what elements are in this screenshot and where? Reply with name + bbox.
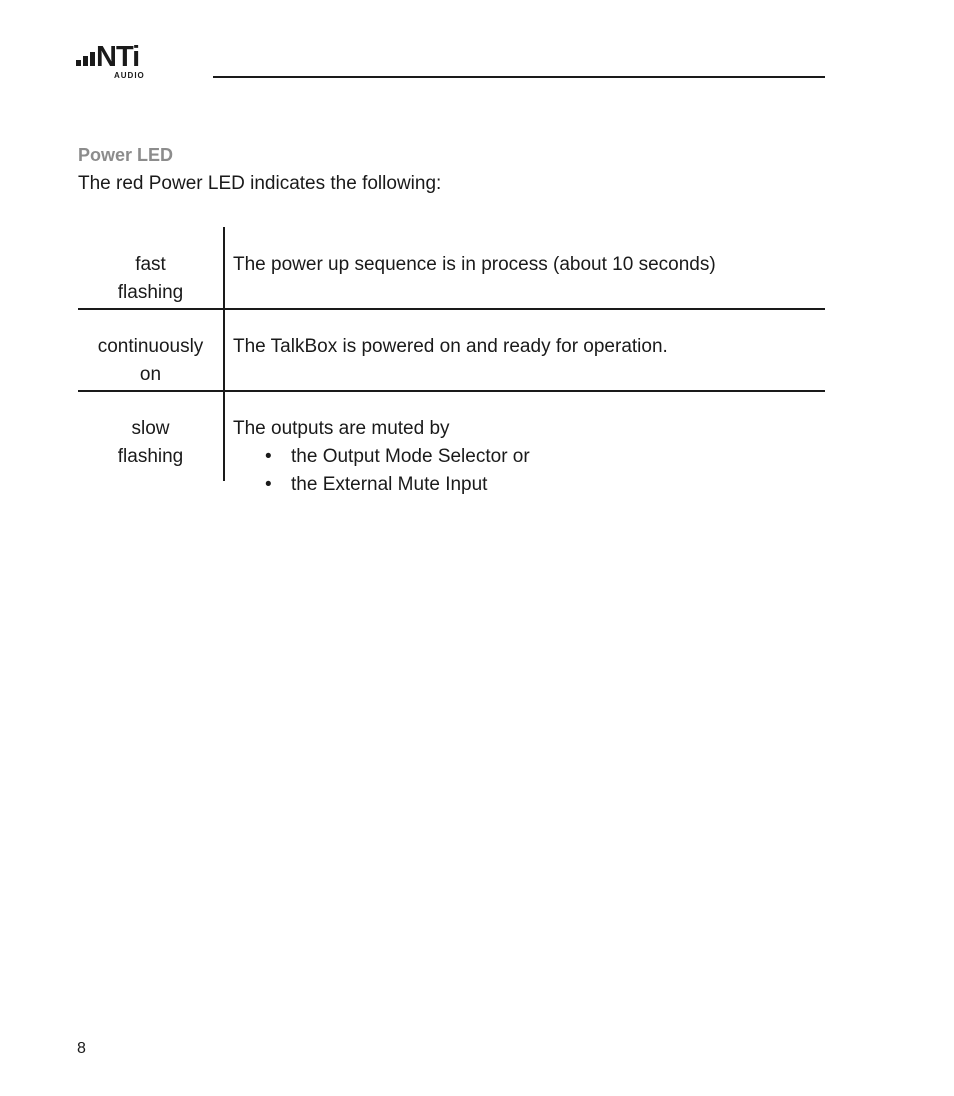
list-item-text: the External Mute Input [291, 474, 488, 495]
led-state-line: flashing [117, 446, 184, 467]
led-state-cell [78, 251, 223, 307]
list-item [233, 471, 530, 499]
list-item [233, 443, 530, 471]
led-description-text: The outputs are muted by [233, 418, 450, 439]
logo-subtitle: AUDIO [114, 71, 145, 80]
section-heading: Power LED [78, 145, 174, 165]
led-state-line: slow [131, 418, 170, 439]
logo-wordmark: NTi [96, 41, 140, 73]
header-rule [213, 76, 825, 78]
column-divider [223, 227, 225, 309]
led-state-cell [78, 333, 223, 389]
led-state-line: on [139, 364, 162, 385]
logo-bars-icon [76, 52, 96, 66]
led-state-line: fast [135, 254, 166, 275]
nti-audio-logo [76, 41, 160, 80]
led-description-cell [233, 415, 530, 499]
bullet-icon: • [265, 474, 272, 495]
led-state-line: continuously [97, 336, 204, 357]
table-row [78, 391, 825, 495]
page-number: 8 [77, 1040, 86, 1057]
column-divider [223, 309, 225, 391]
power-led-table [78, 227, 825, 495]
table-row [78, 227, 825, 309]
led-description-cell: The TalkBox is powered on and ready for operation. [233, 336, 668, 357]
intro-paragraph: The red Power LED indicates the following: [78, 173, 442, 194]
led-state-line: flashing [117, 282, 184, 303]
list-item-text: the Output Mode Selector or [291, 446, 530, 467]
column-divider [223, 391, 225, 481]
table-row [78, 309, 825, 391]
bullet-icon: • [265, 446, 272, 467]
led-state-cell [78, 415, 223, 471]
led-description-cell: The power up sequence is in process (about 10 seconds) [233, 254, 716, 275]
